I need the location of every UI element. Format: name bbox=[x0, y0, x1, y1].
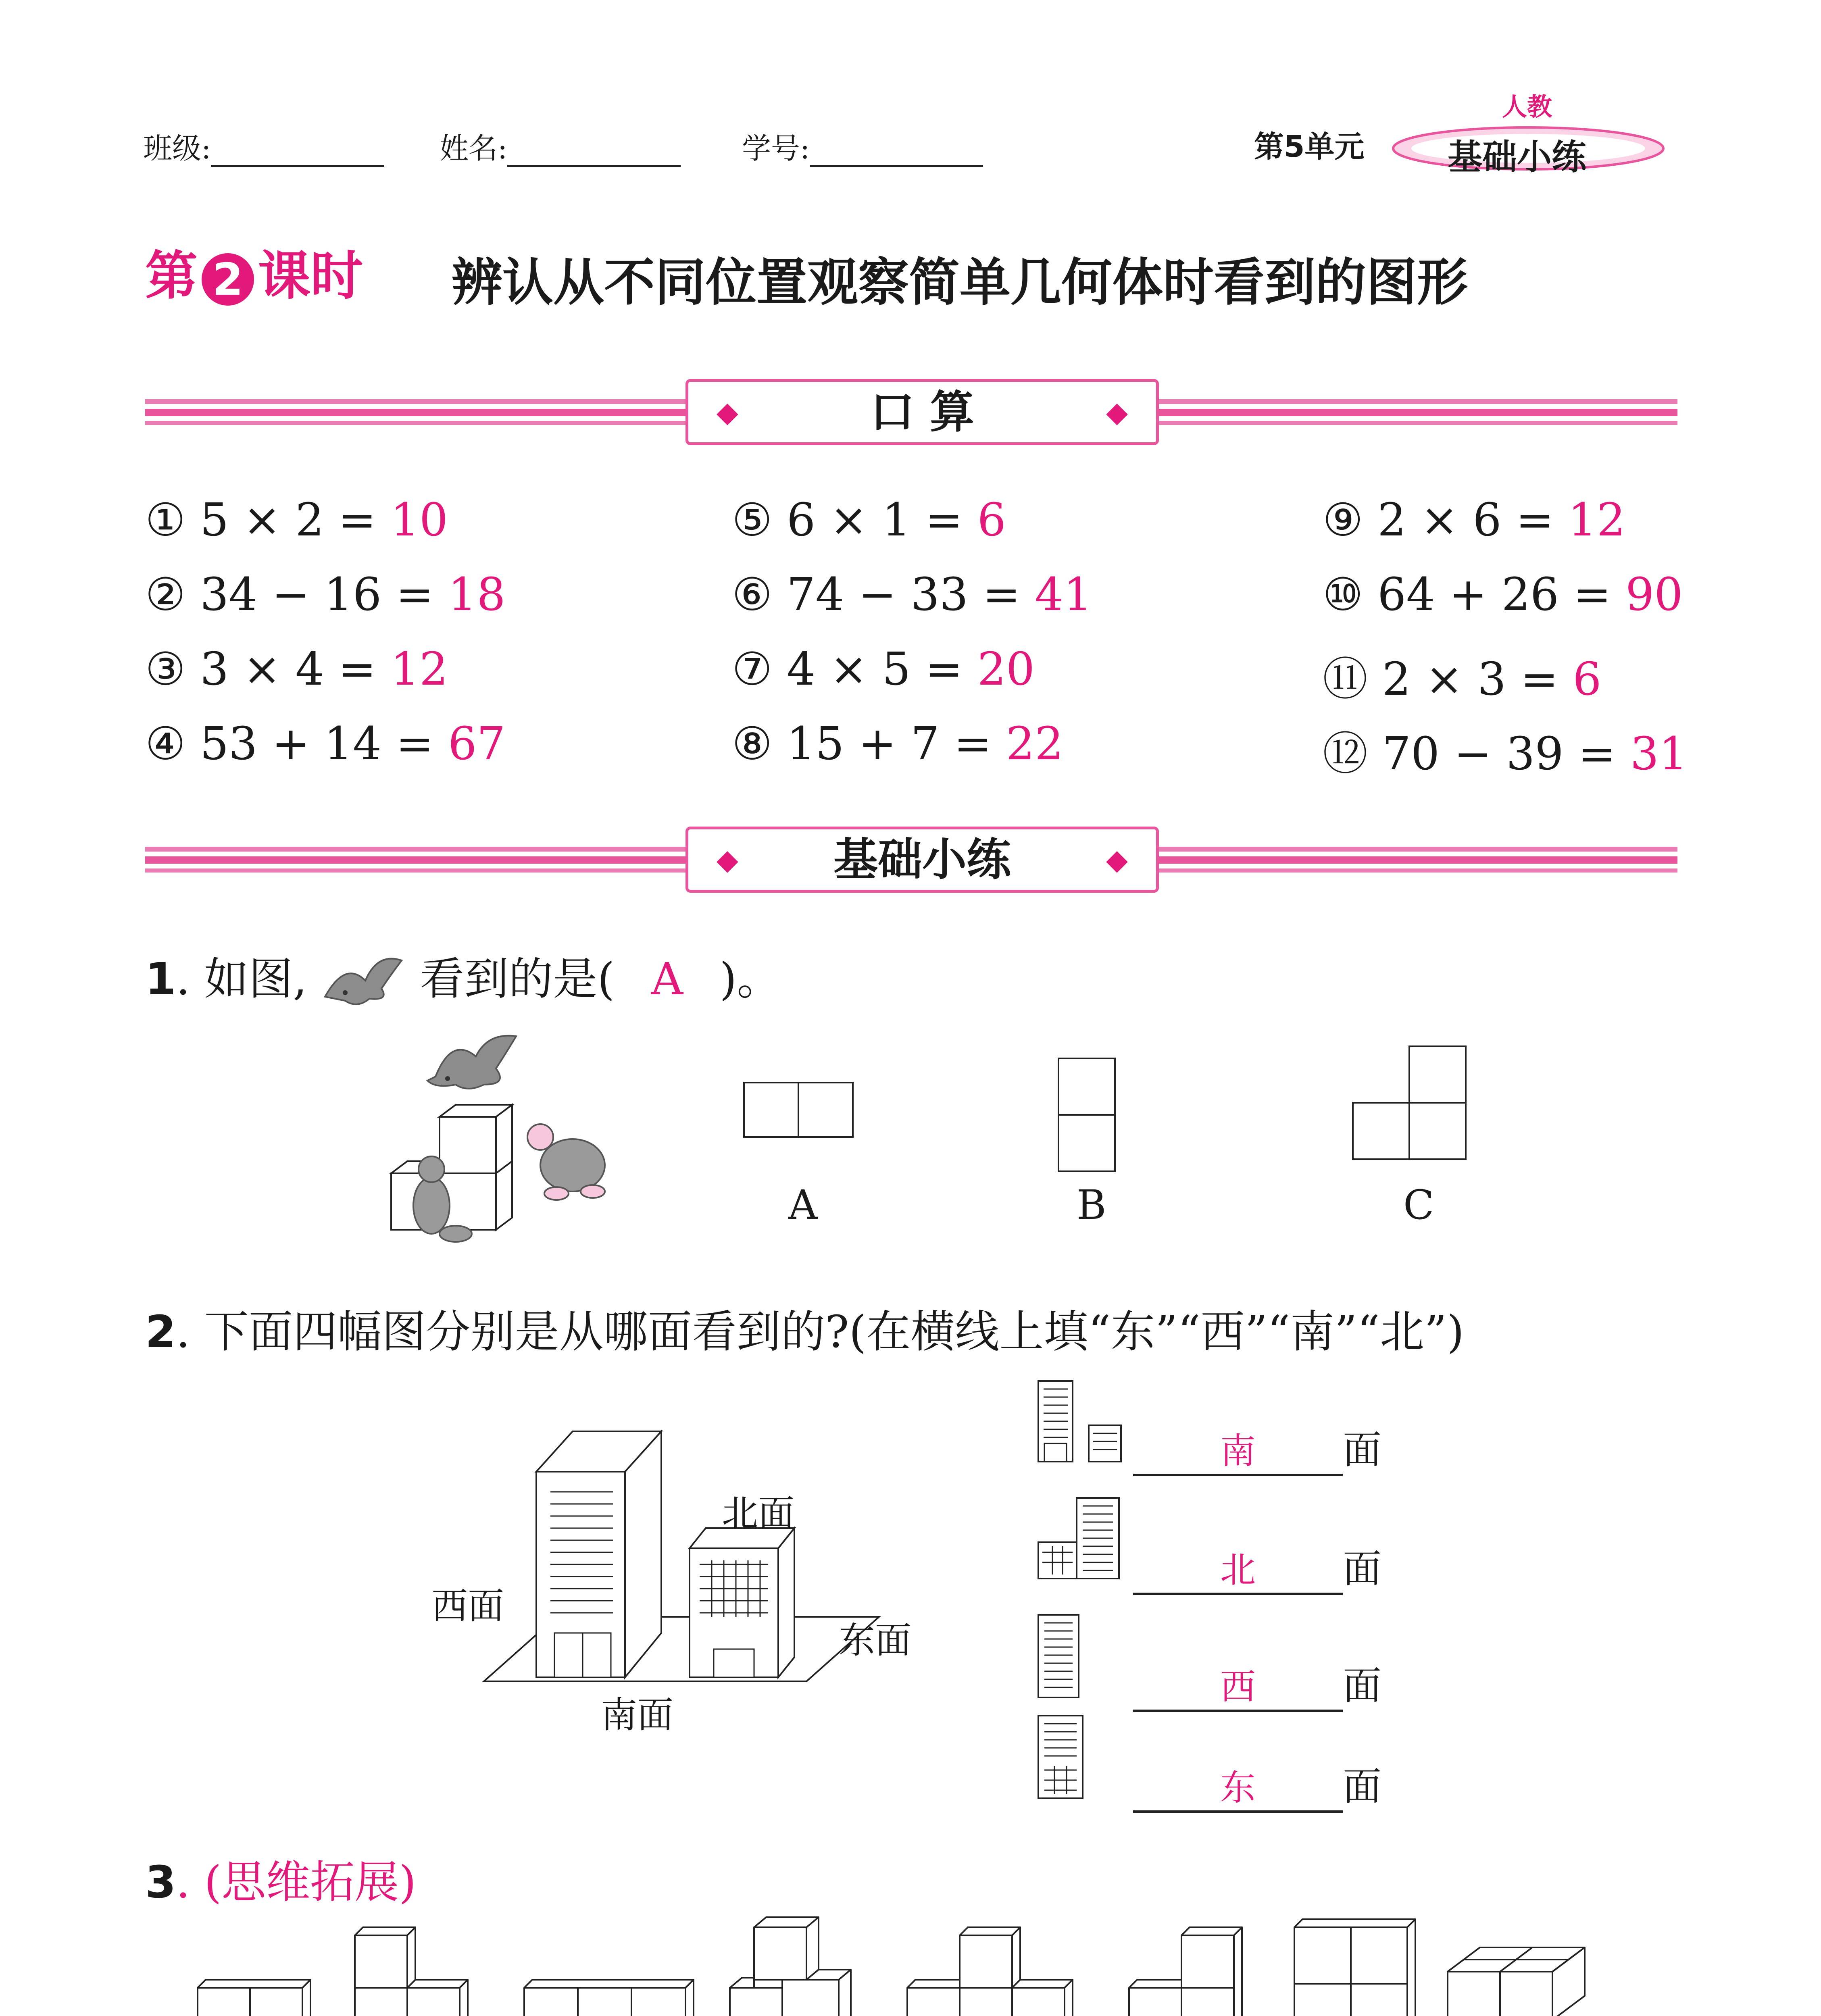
number-blank[interactable] bbox=[810, 141, 983, 167]
q3-shape-1 bbox=[198, 1980, 310, 2016]
oral-answer: 20 bbox=[977, 643, 1035, 696]
diamond-icon: ◆ bbox=[1106, 843, 1128, 876]
number-field bbox=[742, 125, 983, 167]
name-label: 姓名: bbox=[440, 131, 508, 165]
name-blank[interactable] bbox=[507, 141, 681, 167]
q1-option-a-label: A bbox=[788, 1181, 818, 1229]
number-label: 学号: bbox=[742, 131, 810, 165]
oral-answer: 90 bbox=[1625, 569, 1683, 621]
q3-shape-6 bbox=[1129, 1927, 1242, 2016]
q2-answer-row-3: 西 面 bbox=[1133, 1655, 1381, 1712]
q3-shape-4 bbox=[730, 1917, 851, 2016]
oral-item-10: ⑩ 64 + 26 = 90 bbox=[1323, 569, 1683, 621]
bird-icon bbox=[427, 1036, 516, 1089]
diamond-icon: ◆ bbox=[717, 843, 738, 876]
question-3 bbox=[145, 1847, 416, 1910]
lesson-number-badge: 2 bbox=[202, 253, 254, 306]
oral-answer: 31 bbox=[1630, 728, 1688, 780]
question-1-answer: A bbox=[651, 953, 683, 1005]
q2-answer-row-1: 南 面 bbox=[1133, 1419, 1381, 1476]
q2-view-2 bbox=[1036, 1496, 1133, 1585]
q2-answer-1[interactable]: 南 bbox=[1133, 1423, 1343, 1476]
question-2: 2. 下面四幅图分别是从哪面看到的?(在横线上填“东”“西”“南”“北”) bbox=[145, 1306, 1465, 1358]
class-field bbox=[143, 125, 384, 167]
diamond-icon: ◆ bbox=[1106, 396, 1128, 429]
unit-label: 第5单元 bbox=[1254, 129, 1365, 164]
north-label: 北面 bbox=[722, 1492, 794, 1535]
q2-view-3 bbox=[1036, 1613, 1093, 1702]
turtle-icon bbox=[527, 1124, 605, 1200]
lesson-prefix: 第 bbox=[145, 245, 198, 306]
lesson-suffix: 课时 bbox=[258, 245, 363, 306]
class-blank[interactable] bbox=[211, 141, 384, 167]
oral-answer: 41 bbox=[1035, 569, 1092, 621]
name-field bbox=[440, 125, 681, 167]
diamond-icon: ◆ bbox=[717, 396, 738, 429]
oral-answer: 67 bbox=[448, 718, 506, 770]
q2-buildings-scene bbox=[480, 1423, 903, 1714]
q2-view-1 bbox=[1036, 1379, 1133, 1468]
q1-scene bbox=[387, 1032, 637, 1282]
q3-shape-8 bbox=[1448, 1947, 1585, 2016]
oral-item-3: ③ 3 × 4 = 12 bbox=[145, 643, 448, 696]
oral-answer: 12 bbox=[390, 643, 448, 696]
oral-item-1: ① 5 × 2 = 10 bbox=[145, 494, 448, 546]
oral-item-12: ⑫ 70 − 39 = 31 bbox=[1323, 728, 1688, 780]
oral-item-8: ⑧ 15 + 7 = 22 bbox=[732, 718, 1064, 770]
q2-answer-4[interactable]: 东 bbox=[1133, 1760, 1343, 1813]
oral-answer: 10 bbox=[390, 494, 448, 546]
question-1: 1. 如图, 看到的是( A )。 bbox=[145, 943, 781, 1013]
east-label: 东面 bbox=[839, 1619, 911, 1662]
practice-title: 基础小练 bbox=[833, 834, 1011, 885]
oral-item-5: ⑤ 6 × 1 = 6 bbox=[732, 494, 1006, 546]
q3-shape-2 bbox=[355, 1927, 468, 2016]
question-2-number: 2 bbox=[145, 1306, 176, 1358]
oral-item-11: ⑪ 2 × 3 = 6 bbox=[1323, 653, 1602, 706]
q2-view-4 bbox=[1036, 1714, 1093, 1802]
oral-item-4: ④ 53 + 14 = 67 bbox=[145, 718, 506, 770]
q1-option-b-shape bbox=[1056, 1056, 1121, 1173]
q2-answer-row-4: 东 面 bbox=[1133, 1756, 1381, 1813]
question-3-number: 3 bbox=[145, 1856, 176, 1908]
oral-item-9: ⑨ 2 × 6 = 12 bbox=[1323, 494, 1626, 546]
lesson-title: 辨认从不同位置观察简单几何体时看到的图形 bbox=[452, 253, 1468, 312]
q2-answer-2[interactable]: 北 bbox=[1133, 1542, 1343, 1595]
question-1-number: 1 bbox=[145, 953, 176, 1005]
q3-shape-3 bbox=[524, 1980, 694, 2016]
practice-banner bbox=[685, 827, 1159, 893]
q3-shape-7 bbox=[1294, 1919, 1415, 2016]
south-label: 南面 bbox=[601, 1694, 673, 1736]
oral-item-7: ⑦ 4 × 5 = 20 bbox=[732, 643, 1035, 696]
oral-answer: 6 bbox=[1573, 653, 1602, 706]
publisher-label: 人教 bbox=[1502, 92, 1552, 121]
bird-icon bbox=[321, 952, 406, 1013]
west-label: 西面 bbox=[431, 1585, 504, 1627]
oral-answer: 18 bbox=[448, 569, 506, 621]
q3-shape-5 bbox=[907, 1927, 1073, 2016]
oral-answer: 6 bbox=[977, 494, 1006, 546]
q1-option-a-shape bbox=[742, 1081, 863, 1145]
oral-banner bbox=[685, 379, 1159, 445]
oral-answer: 22 bbox=[1006, 718, 1064, 770]
q1-option-c-shape bbox=[1351, 1044, 1472, 1165]
lesson-number bbox=[145, 234, 363, 309]
series-logo bbox=[1387, 92, 1669, 177]
series-label: 基础小练 bbox=[1448, 137, 1586, 177]
oral-answer: 12 bbox=[1568, 494, 1626, 546]
q2-answer-3[interactable]: 西 bbox=[1133, 1659, 1343, 1712]
q1-option-b-label: B bbox=[1077, 1181, 1106, 1229]
oral-title: 口 算 bbox=[870, 386, 975, 438]
class-label: 班级: bbox=[143, 131, 211, 165]
question-3-tag: . (思维拓展) bbox=[176, 1856, 417, 1908]
q2-answer-row-2: 北 面 bbox=[1133, 1538, 1381, 1595]
oral-item-6: ⑥ 74 − 33 = 41 bbox=[732, 569, 1092, 621]
q3-shapes bbox=[190, 1915, 1641, 2016]
q1-option-c-label: C bbox=[1403, 1181, 1434, 1229]
oral-item-2: ② 34 − 16 = 18 bbox=[145, 569, 506, 621]
